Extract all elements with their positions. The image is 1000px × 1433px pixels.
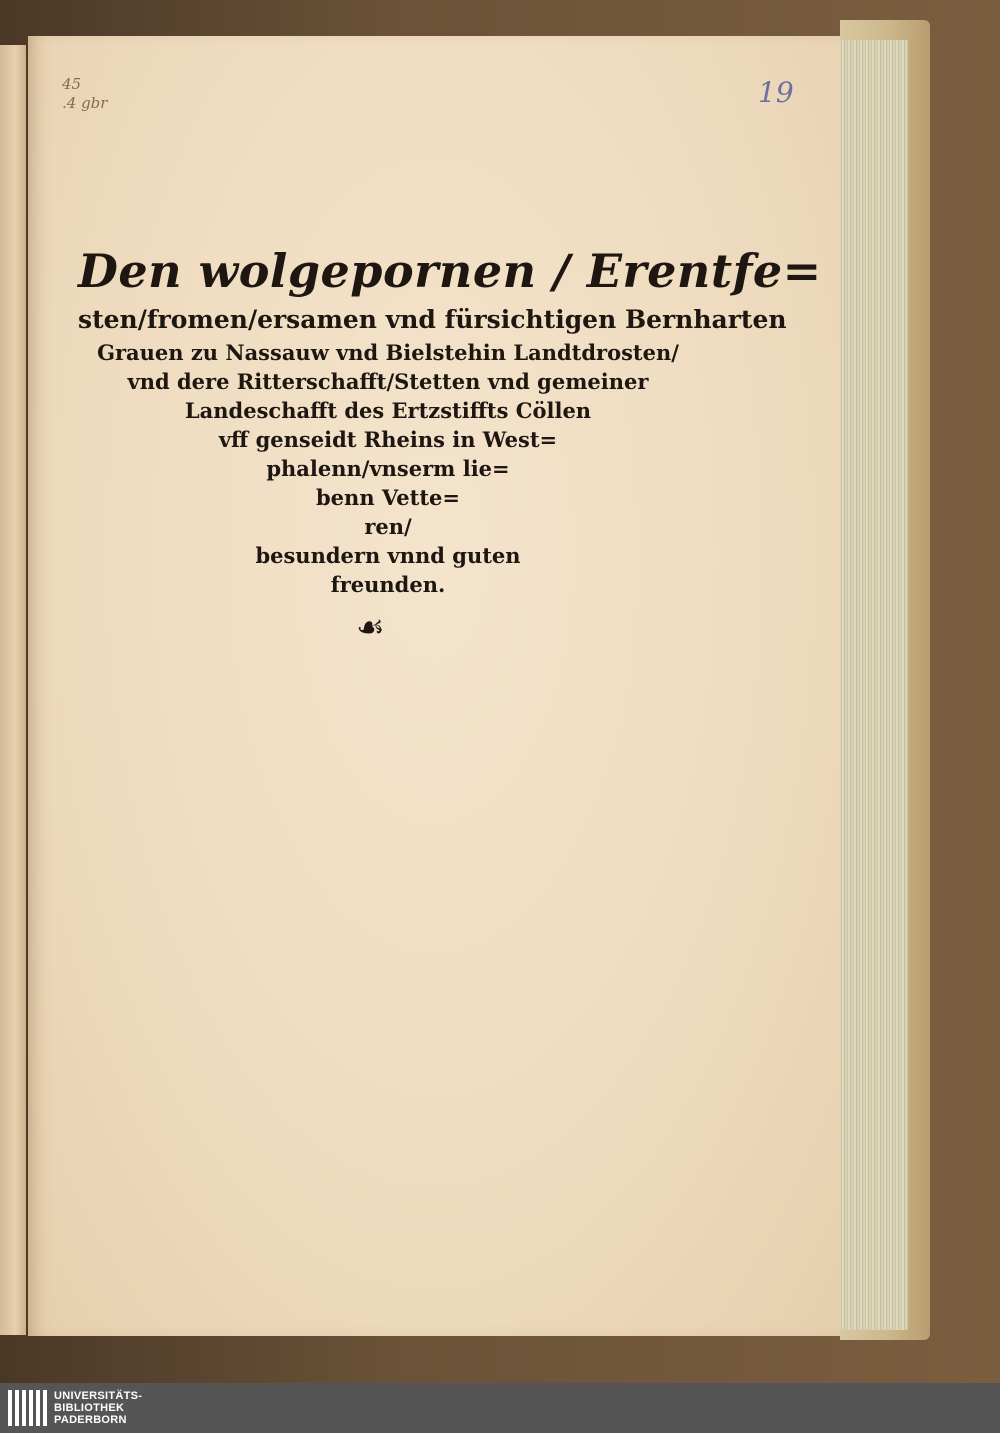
title-line: sten/fromen/ersamen vnd fürsichtigen Bernharten xyxy=(78,305,787,334)
left-page-edge xyxy=(0,45,26,1335)
title-line: Grauen zu Nassauw vnd Bielstehin Landtdrosten/ xyxy=(97,340,679,365)
library-logo-text[interactable] xyxy=(54,1390,142,1426)
title-line: phalenn/vnserm lie= xyxy=(266,456,510,481)
title-line: vff genseidt Rheins in West= xyxy=(218,427,558,452)
handwritten-folio-number: 19 xyxy=(758,76,794,109)
logo-text-line: UNIVERSITÄTS- xyxy=(54,1390,143,1402)
university-library-logo-icon[interactable] xyxy=(8,1390,48,1426)
page-stack-edge xyxy=(838,40,908,1330)
handwritten-shelf-note: 45 .4 gbr xyxy=(62,75,108,112)
title-line: ren/ xyxy=(364,514,412,539)
logo-text-line: BIBLIOTHEK xyxy=(54,1402,125,1414)
title-line: benn Vette= xyxy=(316,485,460,510)
title-line: besundern vnnd guten xyxy=(255,543,521,568)
title-line: Den wolgepornen / Erentfe= xyxy=(78,244,822,298)
fleuron-ornament-icon: ☙ xyxy=(356,608,385,646)
title-line: freunden. xyxy=(330,572,446,597)
title-line: vnd dere Ritterschafft/Stetten vnd gemeiner xyxy=(127,369,649,394)
book-page xyxy=(28,36,840,1336)
dedication-title xyxy=(78,240,822,599)
footer-bar xyxy=(0,1383,1000,1433)
logo-text-line: PADERBORN xyxy=(54,1414,127,1426)
title-line: Landeschafft des Ertzstiffts Cöllen xyxy=(184,398,592,423)
